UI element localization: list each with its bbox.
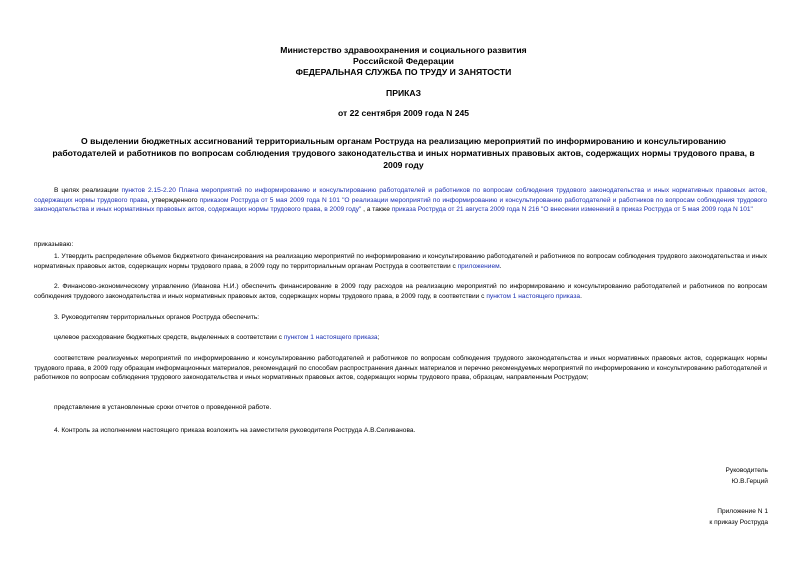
item-1 (34, 252, 767, 271)
signature-name: Ю.В.Герций (731, 478, 768, 485)
item-2-text: 2. Финансово-экономическому управлению (Иванова Н.И.) обеспечить финансирование в 2009 году расходов на реализацию мероприятий по информированию и консультированию работодателей и работников по вопросам соблюдения трудового законодательства и иных нормативных правовых актов, содержащих нормы трудового права, в 2009 году, в соответствии с (34, 283, 767, 300)
item-2 (34, 282, 767, 301)
sub-item-1-end: ; (377, 334, 380, 341)
appendix-ref: к приказу Роструда (709, 519, 768, 526)
link-item-1-sub[interactable]: пунктом 1 настоящего приказа (283, 334, 378, 341)
sub-item-1 (34, 333, 767, 343)
link-order-101[interactable]: приказом Роструда от 5 мая 2009 года N 101 "О реализации мероприятий по информированию и консультированию работодателей и работников по вопросам соблюдения трудового законодательства и иных нормативных правовых актов, содержащих нормы трудового права, в 2009 году" (34, 196, 767, 214)
service-name: ФЕДЕРАЛЬНАЯ СЛУЖБА ПО ТРУДУ И ЗАНЯТОСТИ (295, 67, 512, 77)
ministry-line-1: Министерство здравоохранения и социального развития (280, 45, 527, 55)
link-order-216[interactable]: приказа Роструда от 21 августа 2009 года N 216 "О внесении изменений в приказ Роструда от 5 мая 2009 года N 101" (391, 206, 753, 214)
ministry-line-2: Российской Федерации (353, 56, 454, 66)
sub-item-1-text: целевое расходование бюджетных средств, выделенных в соответствии с (54, 334, 284, 341)
link-item-1[interactable]: пунктом 1 настоящего приказа (486, 292, 581, 300)
item-2-end: . (580, 292, 582, 300)
intro-text-1: В целях реализации (54, 187, 122, 194)
intro-text-3: , а также (361, 206, 392, 214)
item-1-end: . (499, 262, 502, 270)
document-title: О выделении бюджетных ассигнований территориальным органам Роструда на реализацию мероприятий по информированию и консультированию работодателей и работников по вопросам соблюдения трудового законодательства и иных нормативных правовых актов, содержащих нормы трудового права, в 2009 году (52, 136, 755, 170)
intro-paragraph (34, 186, 767, 215)
item-3: 3. Руководителям территориальных органов Роструда обеспечить: (54, 314, 260, 321)
item-4: 4. Контроль за исполнением настоящего приказа возложить на заместителя руководителя Роструда А.В.Селиванова. (54, 427, 416, 434)
signature-role: Руководитель (725, 467, 768, 474)
link-appendix[interactable]: приложением (457, 262, 500, 270)
item-1-text: 1. Утвердить распределение объемов бюджетного финансирования на реализацию мероприятий по информированию и консультированию работодателей и работников по вопросам соблюдения трудового законодательства и иных нормативных правовых актов, содержащих нормы трудового права, в 2009 году по территориальным органам Роструда в соответствии с (34, 253, 767, 270)
link-plan-items[interactable]: пунктов 2.15-2.20 Плана мероприятий по информированию и консультированию работодателей и работников по вопросам соблюдения трудового законодательства и иных нормативных правовых актов, содержащих нормы трудового права (34, 187, 767, 204)
doc-type: ПРИКАЗ (386, 88, 421, 98)
sub-item-3: представление в установленные сроки отчетов о проведенной работе. (54, 404, 272, 411)
order-word: приказываю: (34, 241, 74, 248)
doc-date-number: от 22 сентября 2009 года N 245 (337, 108, 470, 118)
appendix-label: Приложение N 1 (717, 508, 768, 515)
intro-text-2: , утвержденного (147, 196, 200, 204)
sub-item-2: соответствие реализуемых мероприятий по информированию и консультированию работодателей и работников по вопросам соблюдения трудового законодательства и иных нормативных правовых актов, содержащих нормы трудового права, в 2009 году образцам информационных материалов, рекомендаций по способам распространения данных материалов и перечню рекомендуемых мероприятий по информированию и консультированию работодателей и работников по вопросам соблюдения трудового законодательства и иных нормативных правовых актов, содержащих нормы трудового права, образцам, направленным Рострудом; (34, 355, 767, 382)
